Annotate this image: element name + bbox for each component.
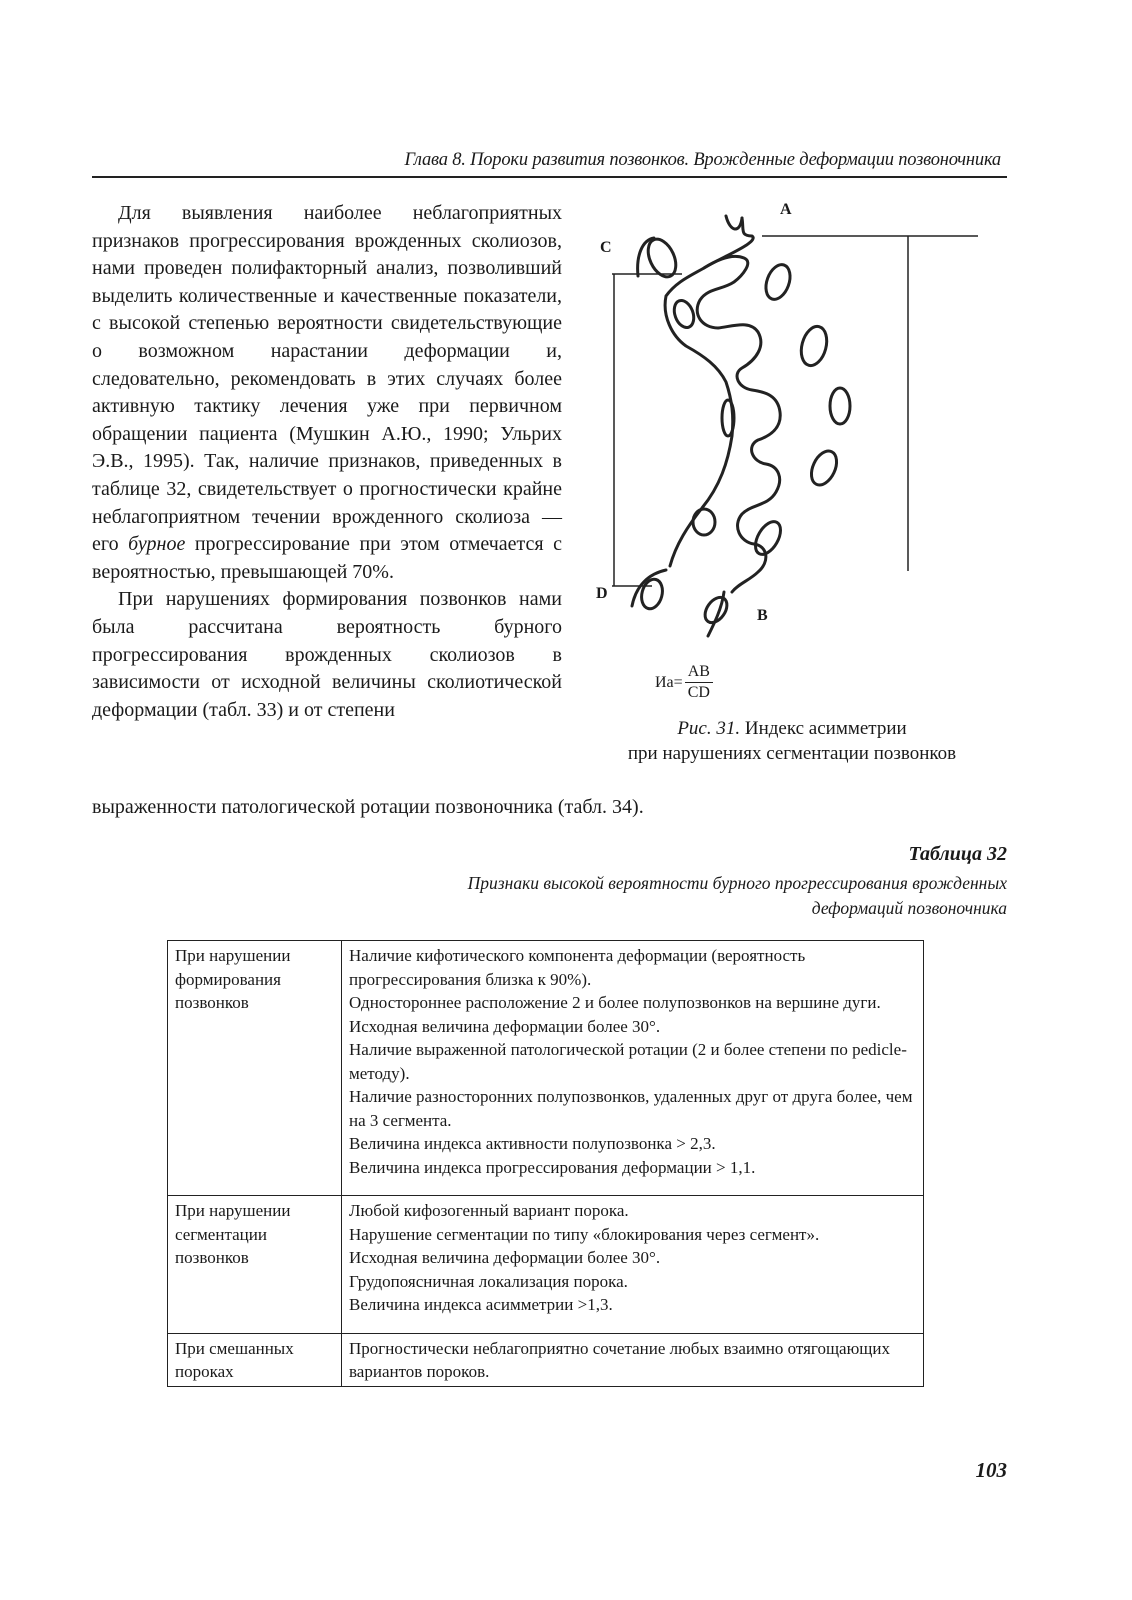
criteria-cell: [342, 1196, 924, 1334]
criterion: Наличие кифотического компонента деформации (вероятность прогрессирования близка к 90%).: [349, 946, 806, 989]
table-row: [168, 941, 924, 1196]
criterion: Прогностически неблагоприятно сочетание любых взаимно отягощающих вариантов пороков.: [349, 1338, 890, 1381]
body-text: [92, 200, 562, 724]
group-cell: При смешанных пороках: [168, 1333, 342, 1386]
asymmetry-index-formula: [655, 662, 713, 703]
group-cell: При нарушении формирования позвонков: [168, 941, 342, 1196]
emphasis-word: бурное: [128, 533, 186, 556]
formula-fraction: [685, 662, 713, 703]
paragraph-2-last-line: выраженности патологической ротации позвоночника (табл. 34).: [92, 796, 644, 818]
criterion: Наличие выраженной патологической ротации (2 и более степени по pedicle-методу).: [349, 1040, 907, 1083]
reference-lines: [612, 236, 978, 586]
page-number: 103: [975, 1458, 1007, 1482]
running-header: [92, 146, 1007, 178]
criteria-cell: [342, 941, 924, 1196]
criterion: Наличие разносторонних полупозвонков, удаленных друг от друга более, чем на 3 сегмента.: [349, 1087, 913, 1130]
criterion: Величина индекса активности полупозвонка > 2,3.: [349, 1134, 716, 1153]
criteria-table: [167, 940, 924, 1387]
criterion: Исходная величина деформации более 30°.: [349, 1248, 661, 1267]
figure-asymmetry-index: [592, 196, 1012, 676]
criterion: Нарушение сегментации по типу «блокирования через сегмент».: [349, 1224, 820, 1244]
formula-numerator: AB: [685, 662, 713, 683]
formula-lhs: Иа=: [655, 673, 683, 691]
vertebral-bodies: [638, 235, 850, 627]
running-title: Глава 8. Пороки развития позвонков. Врожденные деформации позвоночника: [404, 150, 1001, 170]
table-title: Таблица 32: [908, 843, 1007, 865]
table-row: [168, 1333, 924, 1386]
criterion: Величина индекса асимметрии >1,3.: [349, 1295, 613, 1314]
figure-ref: Рис. 31.: [677, 718, 741, 739]
table-subtitle: Признаки высокой вероятности бурного прогрессирования врожденных деформаций позвоночника: [467, 873, 1007, 918]
table-row: [168, 1196, 924, 1334]
figure-caption: Рис. 31. Индекс асимметрии при нарушениях сегментации позвонков: [627, 718, 957, 764]
paragraph-1: Для выявления наиболее неблагоприятных признаков прогрессирования врожденных сколиозов, нами проведен полифакторный анализ, позволивший выделить количественные и качественные показатели, с высокой степенью вероятности свидетельствующие о возможном нарастании деформации и, следовательно, рекомендовать в этих случаях более активную тактику лечения уже при первичном обращении пациента (Мушкин А.Ю., 1990; Ульрих Э.В., 1995). Так, наличие признаков, приведенных в таблице 32, свидетельствует о прогностически крайне неблагоприятном течении врожденного сколиоза — его бурное прогрессирование при этом отмечается с вероятностью, превышающей 70%.: [92, 202, 562, 583]
group-cell: При нарушении сегментации позвонков: [168, 1196, 342, 1334]
criterion: Грудопоясничная локализация порока.: [349, 1271, 628, 1291]
label-d: D: [596, 585, 608, 602]
criterion: Любой кифозогенный вариант порока.: [349, 1201, 629, 1220]
criterion: Величина индекса прогрессирования деформации > 1,1.: [349, 1157, 756, 1177]
label-c: C: [600, 239, 612, 256]
criteria-cell: [342, 1333, 924, 1386]
formula-denominator: CD: [687, 684, 710, 701]
criterion: Одностороннее расположение 2 и более полупозвонков на вершине дуги.: [349, 993, 881, 1012]
criterion: Исходная величина деформации более 30°.: [349, 1016, 661, 1036]
label-b: B: [757, 607, 768, 624]
paragraph-2: При нарушениях формирования позвонков нами была рассчитана вероятность бурного прогрессирования врожденных сколиозов в зависимости от исходной величины сколиотической деформации (табл. 33) и от степени: [92, 588, 562, 721]
label-a: A: [780, 201, 792, 218]
